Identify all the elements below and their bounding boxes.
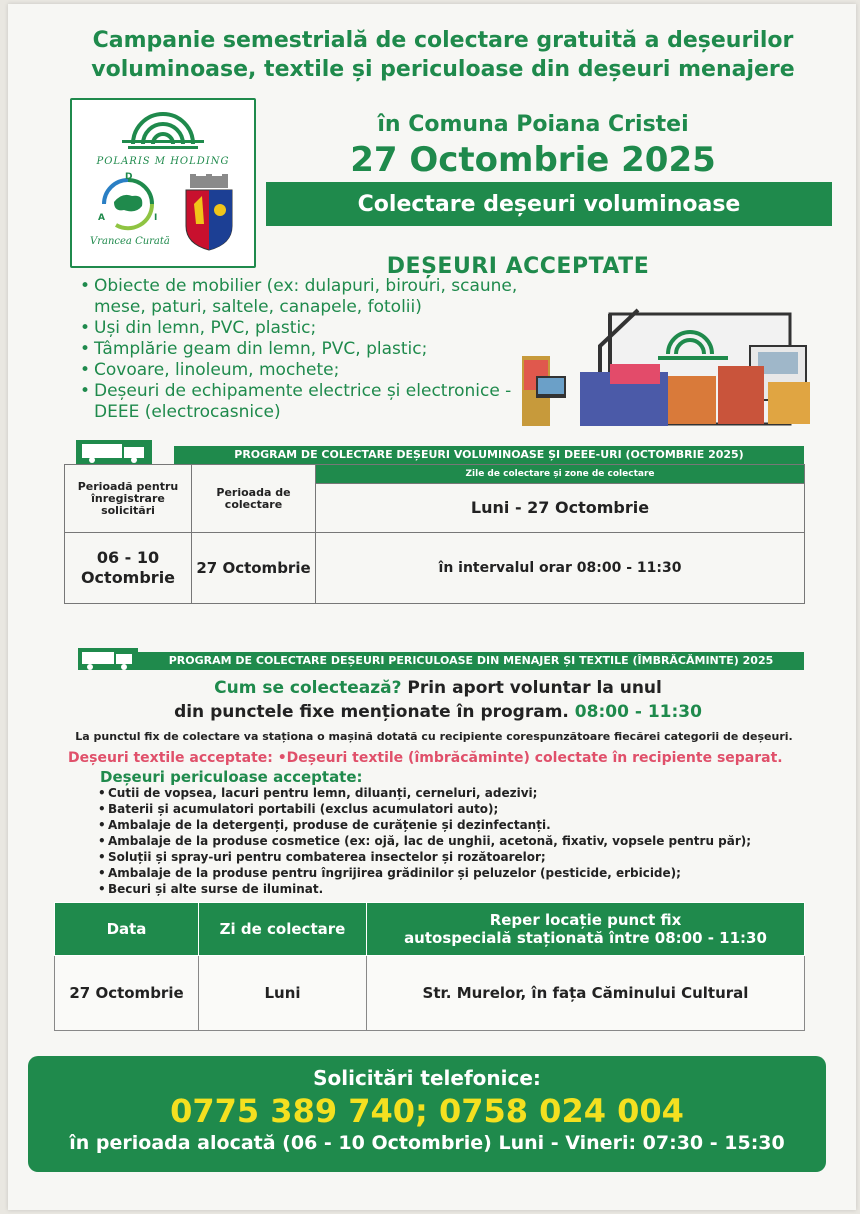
- col-location-header: [367, 903, 805, 956]
- col-date-header: Data: [55, 903, 199, 956]
- campaign-title: [48, 26, 838, 84]
- list-item: • Baterii și acumulatori portabili (exclus acumulatori auto);: [98, 801, 798, 817]
- collection-info: La punctul fix de colectare va staționa o mașină dotată cu recipiente corespunzătoare fiecărei categorii de deșeuri.: [75, 730, 793, 743]
- program1-title: PROGRAM DE COLECTARE DEȘEURI VOLUMINOASE ȘI DEEE-URI (OCTOMBRIE 2025): [174, 446, 804, 464]
- garbage-truck-icon: [76, 436, 152, 464]
- phone-label: Solicitări telefonice:: [313, 1066, 541, 1090]
- table-row: [55, 956, 805, 1031]
- how-answer-part2: din punctele fixe menționate în program.: [174, 702, 569, 722]
- program2-header: [64, 640, 804, 670]
- accepted-title: DEȘEURI ACCEPTATE: [386, 254, 650, 279]
- campaign-location: în Comuna Poiana Cristei: [377, 112, 689, 137]
- hazardous-list: [98, 785, 798, 897]
- location-header-line2: autospecială staționată între 08:00 - 11:30: [404, 929, 767, 947]
- phone-footer: [28, 1056, 826, 1172]
- company-tagline: Vrancea Curată: [90, 236, 170, 247]
- how-collected: [128, 676, 748, 724]
- how-question: Cum se colectează?: [214, 678, 402, 698]
- list-item: • Soluții și spray-uri pentru combaterea insectelor și rozătoarelor;: [98, 849, 798, 865]
- garbage-truck-icon: [78, 640, 138, 670]
- program2-title: PROGRAM DE COLECTARE DEȘEURI PERICULOASE DIN MENAJER ȘI TEXTILE (ÎMBRĂCĂMINTE) 2025: [138, 652, 804, 670]
- col-collection-header: Perioada de colectare: [192, 465, 316, 533]
- campaign-title-line1: Campanie semestrială de colectare gratuită a deșeurilor: [92, 28, 794, 53]
- voluminous-banner: Colectare deșeuri voluminoase: [266, 182, 832, 226]
- program1-header: [64, 436, 804, 464]
- phone-numbers: 0775 389 740; 0758 024 004: [170, 1092, 684, 1130]
- list-item: • Ambalaje de la detergenți, produse de curățenie și dezinfectanți.: [98, 817, 798, 833]
- campaign-title-line2: voluminoase, textile și periculoase din deșeuri menajere: [91, 57, 795, 82]
- list-item: • Deșeuri de echipamente electrice și electronice - DEEE (electrocasnice): [78, 381, 548, 423]
- program1-table: [64, 464, 805, 604]
- row-day: Luni: [199, 956, 367, 1031]
- polaris-logo-icon: [118, 108, 208, 152]
- list-item: • Cutii de vopsea, lacuri pentru lemn, diluanți, cerneluri, adezivi;: [98, 785, 798, 801]
- truck-furniture-illustration: [518, 306, 814, 434]
- row-location: Str. Murelor, în fața Căminului Cultural: [367, 956, 805, 1031]
- textile-accepted: Deșeuri textile acceptate: •Deșeuri textile (îmbrăcăminte) colectate în recipiente separat.: [68, 750, 783, 766]
- list-item: • Ambalaje de la produse cosmetice (ex: ojă, lac de unghii, acetonă, fixativ, vopsele pentru păr);: [98, 833, 798, 849]
- logo-panel: [70, 98, 256, 268]
- logo-letter-a: A: [98, 213, 105, 223]
- collection-period: 27 Octombrie: [192, 533, 316, 604]
- hazardous-title: Deșeuri periculoase acceptate:: [100, 768, 363, 786]
- registration-period: 06 - 10 Octombrie: [65, 533, 192, 604]
- col-registration-header: Perioadă pentru înregistrare solicitări: [65, 465, 192, 533]
- list-item: • Covoare, linoleum, mochete;: [78, 360, 548, 381]
- logo-letter-i: I: [154, 213, 158, 223]
- location-header-line1: Reper locație punct fix: [489, 911, 682, 929]
- recycle-map-icon: [92, 170, 164, 236]
- logo-letter-d: D: [125, 172, 133, 182]
- row-date: 27 Octombrie: [55, 956, 199, 1031]
- collection-day: Luni - 27 Octombrie: [316, 484, 805, 533]
- col-day-header: Zi de colectare: [199, 903, 367, 956]
- coat-of-arms-icon: [182, 174, 236, 254]
- collection-interval: în intervalul orar 08:00 - 11:30: [316, 533, 805, 604]
- list-item: • Ambalaje de la produse pentru îngrijirea grădinilor și peluzelor (pesticide, erbicide);: [98, 865, 798, 881]
- how-answer-part1: Prin aport voluntar la unul: [401, 678, 662, 698]
- list-item: • Uși din lemn, PVC, plastic;: [78, 318, 548, 339]
- list-item: • Tâmplărie geam din lemn, PVC, plastic;: [78, 339, 548, 360]
- flyer-sheet: [8, 4, 856, 1210]
- accepted-list: [78, 276, 548, 423]
- phone-period: în perioada alocată (06 - 10 Octombrie) Luni - Vineri: 07:30 - 15:30: [69, 1132, 785, 1154]
- how-time: 08:00 - 11:30: [568, 702, 702, 722]
- list-item: • Obiecte de mobilier (ex: dulapuri, birouri, scaune, mese, paturi, saltele, canapele, fotolii): [78, 276, 548, 318]
- campaign-date: 27 Octombrie 2025: [350, 140, 716, 180]
- list-item: • Becuri și alte surse de iluminat.: [98, 881, 798, 897]
- fixed-point-table: [54, 902, 805, 1031]
- col-zones-header: Zile de colectare și zone de colectare: [316, 465, 805, 484]
- company-name: POLARIS M HOLDING: [96, 156, 230, 167]
